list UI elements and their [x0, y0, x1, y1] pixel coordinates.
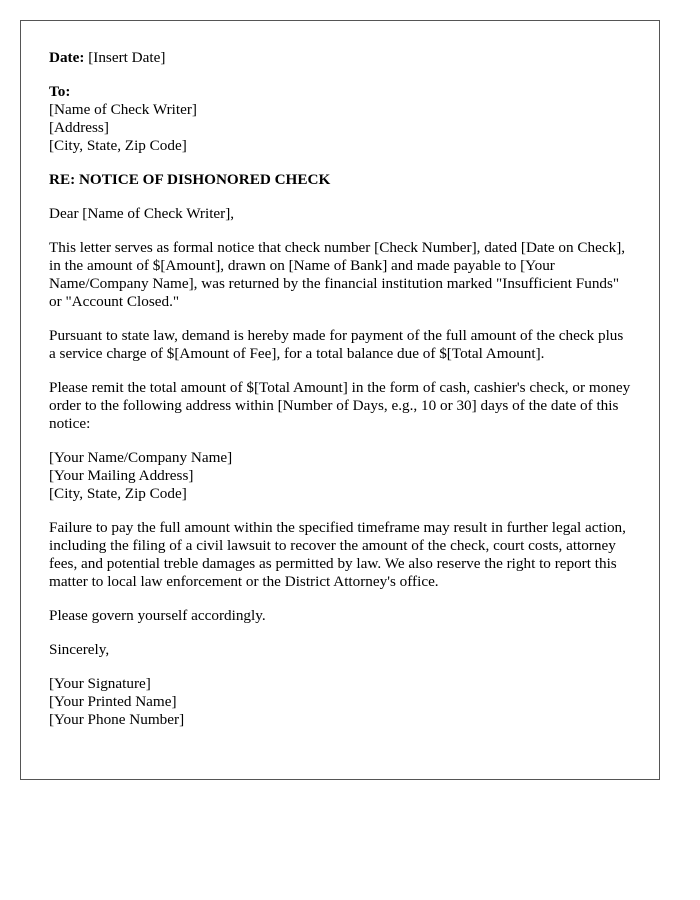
subject-line: RE: NOTICE OF DISHONORED CHECK	[49, 171, 331, 188]
printed-name: [Your Printed Name]	[49, 693, 177, 710]
recipient-block	[49, 83, 631, 155]
valediction: Sincerely,	[49, 641, 110, 658]
remit-instructions-paragraph: Please remit the total amount of $[Total Amount] in the form of cash, cashier's check, or money order to the following address within [Number of Days, e.g., 10 or 30] days of the date of this notice:	[49, 379, 631, 432]
date-label: Date:	[49, 49, 85, 66]
recipient-address: [Address]	[49, 119, 109, 136]
to-label: To:	[49, 83, 71, 100]
signature-placeholder: [Your Signature]	[49, 675, 151, 692]
signature-block	[49, 675, 631, 729]
phone-number: [Your Phone Number]	[49, 711, 185, 728]
demand-paragraph: Pursuant to state law, demand is hereby made for payment of the full amount of the check plus a service charge of $[Amount of Fee], for a total balance due of $[Total Amount].	[49, 327, 624, 362]
recipient-name: [Name of Check Writer]	[49, 101, 197, 118]
letter-page	[20, 20, 660, 780]
remit-city-state-zip: [City, State, Zip Code]	[49, 485, 187, 502]
notice-paragraph: This letter serves as formal notice that check number [Check Number], dated [Date on Check], in the amount of $[Amount], drawn on [Name of Bank] and made payable to [Your Name/Company Name], was returned by the financial institution marked "Insufficient Funds" or "Account Closed."	[49, 239, 626, 310]
remit-company-name: [Your Name/Company Name]	[49, 449, 233, 466]
salutation: Dear [Name of Check Writer],	[49, 205, 235, 222]
recipient-city-state-zip: [City, State, Zip Code]	[49, 137, 187, 154]
remit-mailing-address: [Your Mailing Address]	[49, 467, 194, 484]
closing-note: Please govern yourself accordingly.	[49, 607, 266, 624]
date-line	[49, 49, 631, 67]
date-value: [Insert Date]	[84, 49, 166, 66]
warning-paragraph: Failure to pay the full amount within the specified timeframe may result in further legal action, including the filing of a civil lawsuit to recover the amount of the check, court costs, attorney fees, and potential treble damages as permitted by law. We also reserve the right to report this matter to local law enforcement or the District Attorney's office.	[49, 519, 626, 590]
remit-address-block	[49, 449, 631, 503]
